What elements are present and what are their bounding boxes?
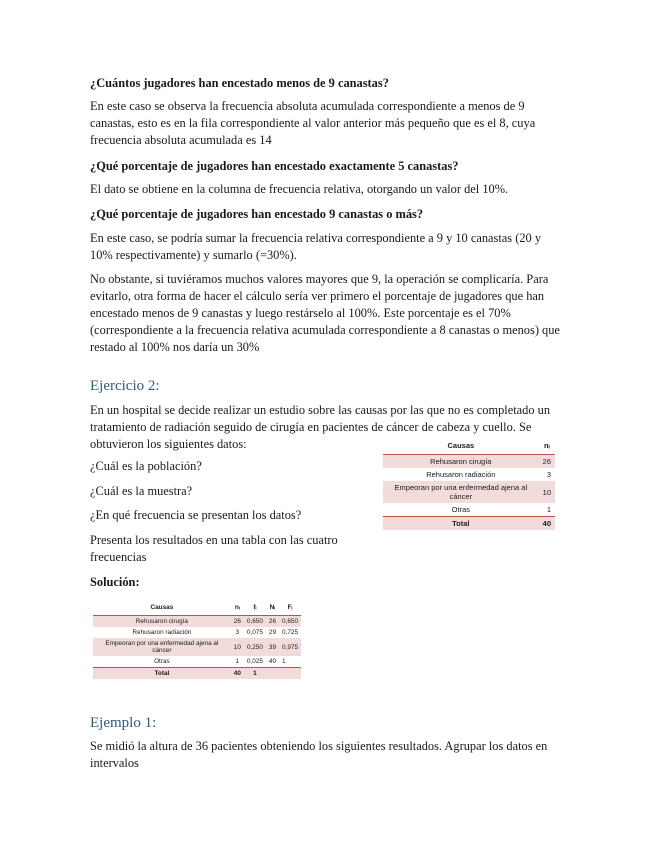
table-cell: Rehusaron radiación <box>132 629 192 636</box>
causes-table <box>383 436 555 530</box>
table-row <box>383 468 555 481</box>
table-header: Causas <box>93 599 231 616</box>
table-cell: 10 <box>231 638 244 656</box>
table-cell: 26 <box>539 455 555 469</box>
table-cell: 1 <box>546 505 551 514</box>
table-cell: 1 <box>235 658 240 665</box>
table-cell: 0,075 <box>246 629 263 636</box>
table-header: Nᵢ <box>266 599 279 616</box>
table-total-row <box>93 668 301 680</box>
table-header-row <box>93 599 301 616</box>
table-row <box>93 627 301 638</box>
section-heading-ejercicio: Ejercicio 2: <box>90 378 160 394</box>
table-header: nᵢ <box>539 436 555 455</box>
table-cell: Total <box>93 668 231 680</box>
table-cell: 29 <box>268 629 276 636</box>
table-row <box>383 481 555 503</box>
table-cell: 0,725 <box>282 629 298 636</box>
exercise-question-2: ¿Cuál es la muestra? <box>90 484 193 498</box>
table-cell: 3 <box>546 470 551 479</box>
table-row <box>93 616 301 628</box>
table-cell: 26 <box>266 616 279 628</box>
table-total-row <box>383 517 555 531</box>
table-row <box>383 503 555 517</box>
section-heading-ejemplo: Ejemplo 1: <box>90 715 157 731</box>
exercise-question-4: Presenta los resultados en una tabla con las cuatro frecuencias <box>90 533 338 564</box>
paragraph-1: En este caso se observa la frecuencia absoluta acumulada correspondiente a menos de 9 canastas, esto es en la fila correspondiente al valor anterior más pequeño que es el 8, cuya frecuencia absoluta acumulada es 14 <box>90 99 536 147</box>
table-cell: 0,250 <box>244 638 266 656</box>
frequency-table <box>93 599 301 679</box>
question-1: ¿Cuántos jugadores han encestado menos de 9 canastas? <box>90 76 389 90</box>
table-header: nᵢ <box>231 599 244 616</box>
example-text: Se midió la altura de 36 pacientes obteniendo los siguientes resultados. Agrupar los datos en intervalos <box>90 739 548 770</box>
solution-label: Solución: <box>90 575 140 589</box>
table-cell: 40 <box>539 517 555 531</box>
table-cell: 40 <box>268 658 276 665</box>
paragraph-2: El dato se obtiene en la columna de frecuencia relativa, otorgando un valor del 10%. <box>90 182 509 196</box>
paragraph-4: No obstante, si tuviéramos muchos valores mayores que 9, la operación se complicaría. Para evitarlo, otra forma de hacer el cálculo sería ver primero el porcentaje de jugadores que han encestado menos de 9 canastas y luego restárselo al 100%. Este porcentaje es el 70% (correspondiente a la frecuencia relativa acumulada correspondiente a 8 canastas o menos) que restado al 100% nos daría un 30% <box>90 272 560 354</box>
table-row <box>93 638 301 656</box>
table-cell: 26 <box>231 616 244 628</box>
table-header: Fᵢ <box>279 599 301 616</box>
table-cell: Empeoran por una enfermedad ajena al cáncer <box>93 638 231 656</box>
table-cell: Rehusaron cirugía <box>383 455 539 469</box>
table-cell: Empeoran por una enfermedad ajena al cáncer <box>383 481 539 503</box>
table-cell: 39 <box>266 638 279 656</box>
table-cell: 0,650 <box>279 616 301 628</box>
exercise-question-1: ¿Cuál es la población? <box>90 459 202 473</box>
table-header: Causas <box>383 436 539 455</box>
table-row <box>93 656 301 668</box>
table-cell: 1 <box>282 658 286 665</box>
table-header: fᵢ <box>244 599 266 616</box>
exercise-question-3: ¿En qué frecuencia se presentan los datos? <box>90 508 302 522</box>
table-cell: Rehusaron cirugía <box>93 616 231 628</box>
table-cell: 1 <box>244 668 266 680</box>
table-cell <box>279 668 301 680</box>
table-cell: 40 <box>231 668 244 680</box>
table-row <box>383 455 555 469</box>
table-cell: 0,025 <box>246 658 263 665</box>
table-cell: Total <box>383 517 539 531</box>
table-cell: 0,975 <box>279 638 301 656</box>
table-cell <box>266 668 279 680</box>
table-cell: Otras <box>154 658 170 665</box>
paragraph-3: En este caso, se podría sumar la frecuencia relativa correspondiente a 9 y 10 canastas (20 y 10% respectivamente) y sumarlo (=30%). <box>90 231 542 262</box>
table-cell: Otras <box>451 505 470 514</box>
table-cell: Rehusaron radiación <box>426 470 496 479</box>
table-cell: 10 <box>539 481 555 503</box>
question-2: ¿Qué porcentaje de jugadores han encestado exactamente 5 canastas? <box>90 159 459 173</box>
table-cell: 3 <box>235 629 240 636</box>
question-3: ¿Qué porcentaje de jugadores han encestado 9 canastas o más? <box>90 207 424 221</box>
exercise-intro: En un hospital se decide realizar un estudio sobre las causas por las que no es completado un tratamiento de radiación seguido de cirugía en pacientes de cáncer de cabeza y cuello. Se obtuvieron los siguientes datos: <box>90 403 551 451</box>
table-header-row <box>383 436 555 455</box>
table-cell: 0,650 <box>244 616 266 628</box>
